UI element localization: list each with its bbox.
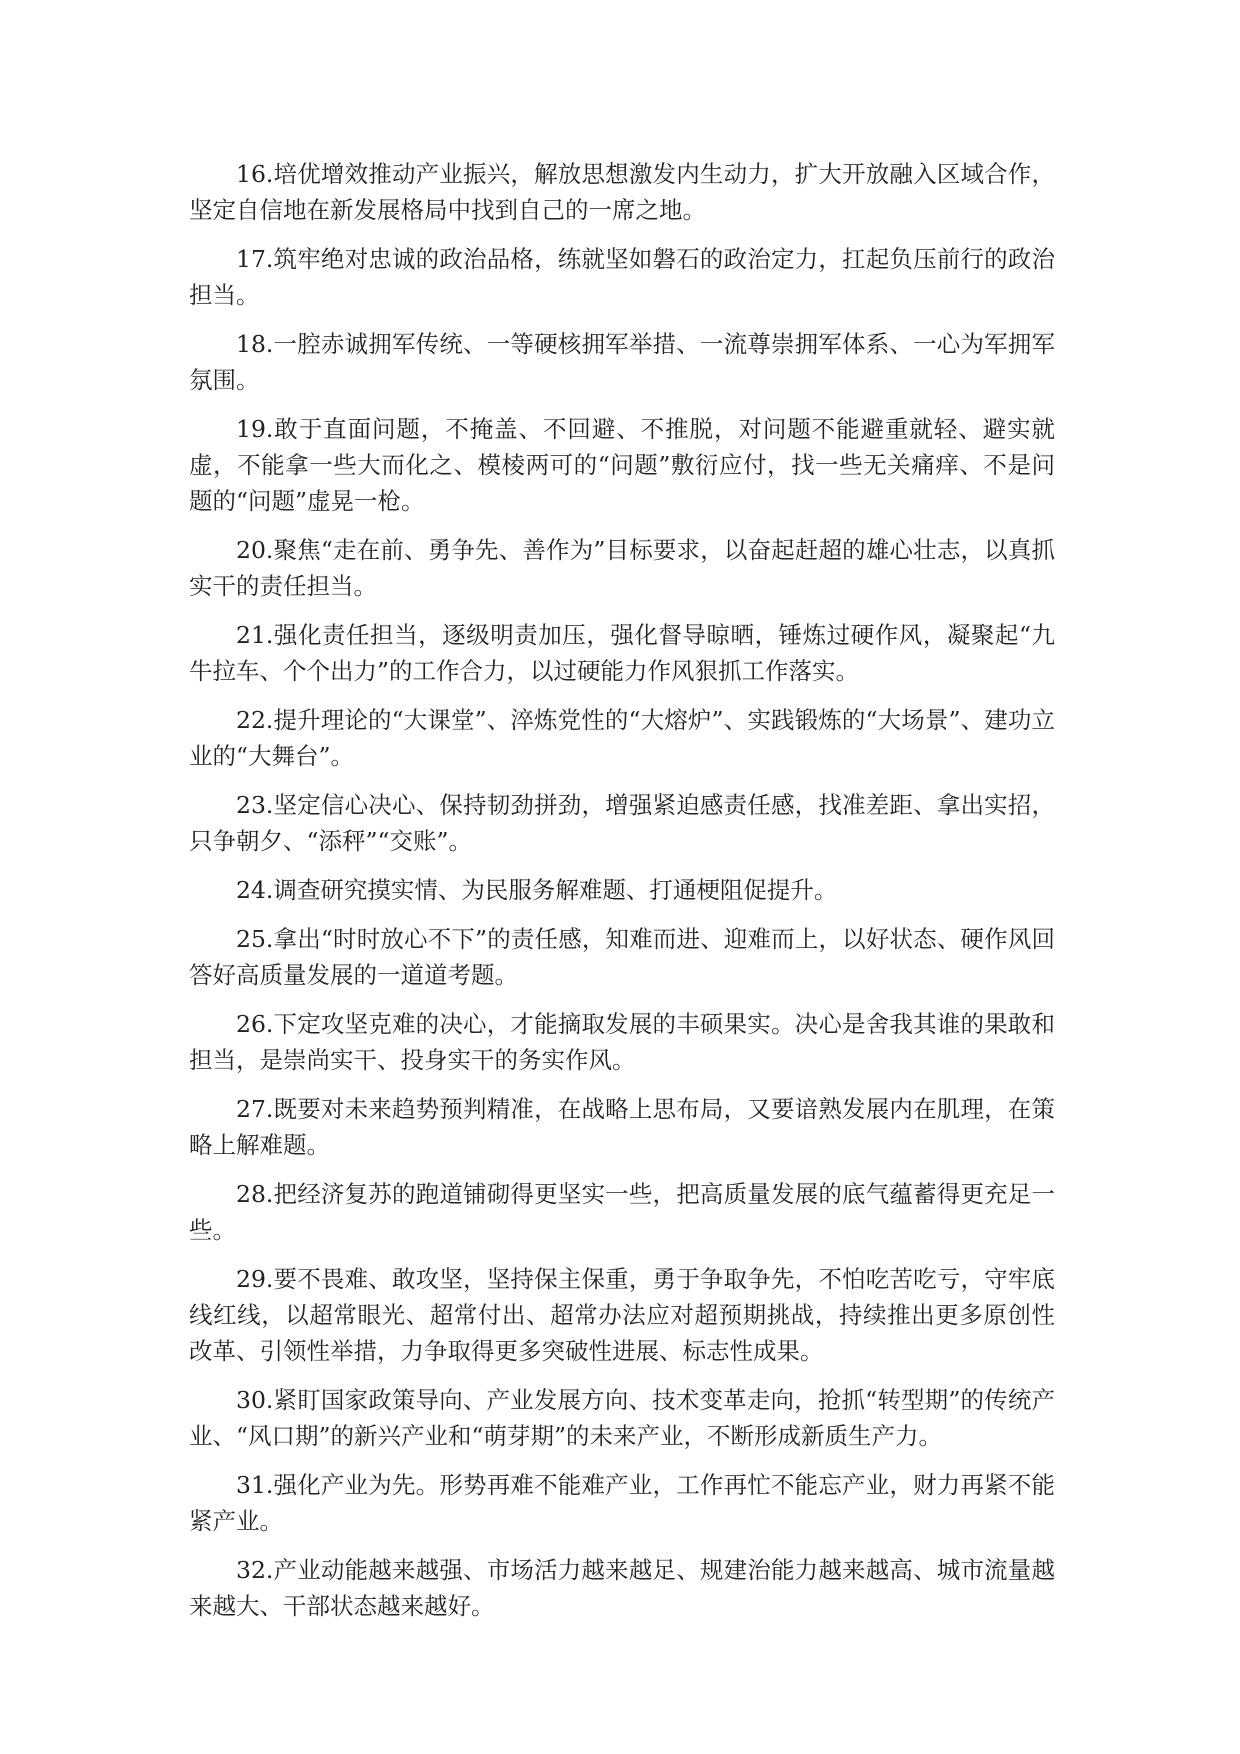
paragraph-19: 19.敢于直面问题，不掩盖、不回避、不推脱，对问题不能避重就轻、避实就虚，不能拿一些大而化之、模棱两可的“问题”敷衍应付，找一些无关痛痒、不是问题的“问题”虚晃一枪。: [189, 415, 1055, 515]
paragraph-27: 27.既要对未来趋势预判精准，在战略上思布局，又要谙熟发展内在肌理，在策略上解难题。: [189, 1095, 1055, 1159]
paragraph-25: 25.拿出“时时放心不下”的责任感，知难而进、迎难而上，以好状态、硬作风回答好高质量发展的一道道考题。: [189, 925, 1055, 989]
paragraph-29: 29.要不畏难、敢攻坚，坚持保主保重，勇于争取争先，不怕吃苦吃亏，守牢底线红线，以超常眼光、超常付出、超常办法应对超预期挑战，持续推出更多原创性改革、引领性举措，力争取得更多突破性进展、标志性成果。: [189, 1265, 1055, 1365]
paragraph-23: 23.坚定信心决心、保持韧劲拼劲，增强紧迫感责任感，找准差距、拿出实招，只争朝夕、“添秤”“交账”。: [189, 791, 1055, 855]
paragraph-20: 20.聚焦“走在前、勇争先、善作为”目标要求，以奋起赶超的雄心壮志，以真抓实干的责任担当。: [189, 536, 1055, 600]
paragraph-16: 16.培优增效推动产业振兴，解放思想激发内生动力，扩大开放融入区域合作，坚定自信地在新发展格局中找到自己的一席之地。: [189, 160, 1055, 224]
paragraph-18: 18.一腔赤诚拥军传统、一等硬核拥军举措、一流尊崇拥军体系、一心为军拥军氛围。: [189, 330, 1055, 394]
paragraph-24: 24.调查研究摸实情、为民服务解难题、打通梗阻促提升。: [236, 876, 838, 904]
paragraph-26: 26.下定攻坚克难的决心，才能摘取发展的丰硕果实。决心是舍我其谁的果敢和担当，是崇尚实干、投身实干的务实作风。: [189, 1010, 1055, 1074]
paragraph-21: 21.强化责任担当，逐级明责加压，强化督导晾晒，锤炼过硬作风，凝聚起“九牛拉车、个个出力”的工作合力，以过硬能力作风狠抓工作落实。: [189, 621, 1055, 685]
paragraph-22: 22.提升理论的“大课堂”、淬炼党性的“大熔炉”、实践锻炼的“大场景”、建功立业的“大舞台”。: [189, 706, 1055, 770]
paragraph-30: 30.紧盯国家政策导向、产业发展方向、技术变革走向，抢抓“转型期”的传统产业、“风口期”的新兴产业和“萌芽期”的未来产业，不断形成新质生产力。: [189, 1386, 1055, 1450]
paragraph-28: 28.把经济复苏的跑道铺砌得更坚实一些，把高质量发展的底气蕴蓄得更充足一些。: [189, 1180, 1055, 1244]
paragraph-31: 31.强化产业为先。形势再难不能难产业，工作再忙不能忘产业，财力再紧不能紧产业。: [189, 1471, 1055, 1535]
paragraph-17: 17.筑牢绝对忠诚的政治品格，练就坚如磐石的政治定力，扛起负压前行的政治担当。: [189, 245, 1055, 309]
document-body: [189, 156, 1055, 1637]
paragraph-32: 32.产业动能越来越强、市场活力越来越足、规建治能力越来越高、城市流量越来越大、干部状态越来越好。: [189, 1556, 1055, 1620]
